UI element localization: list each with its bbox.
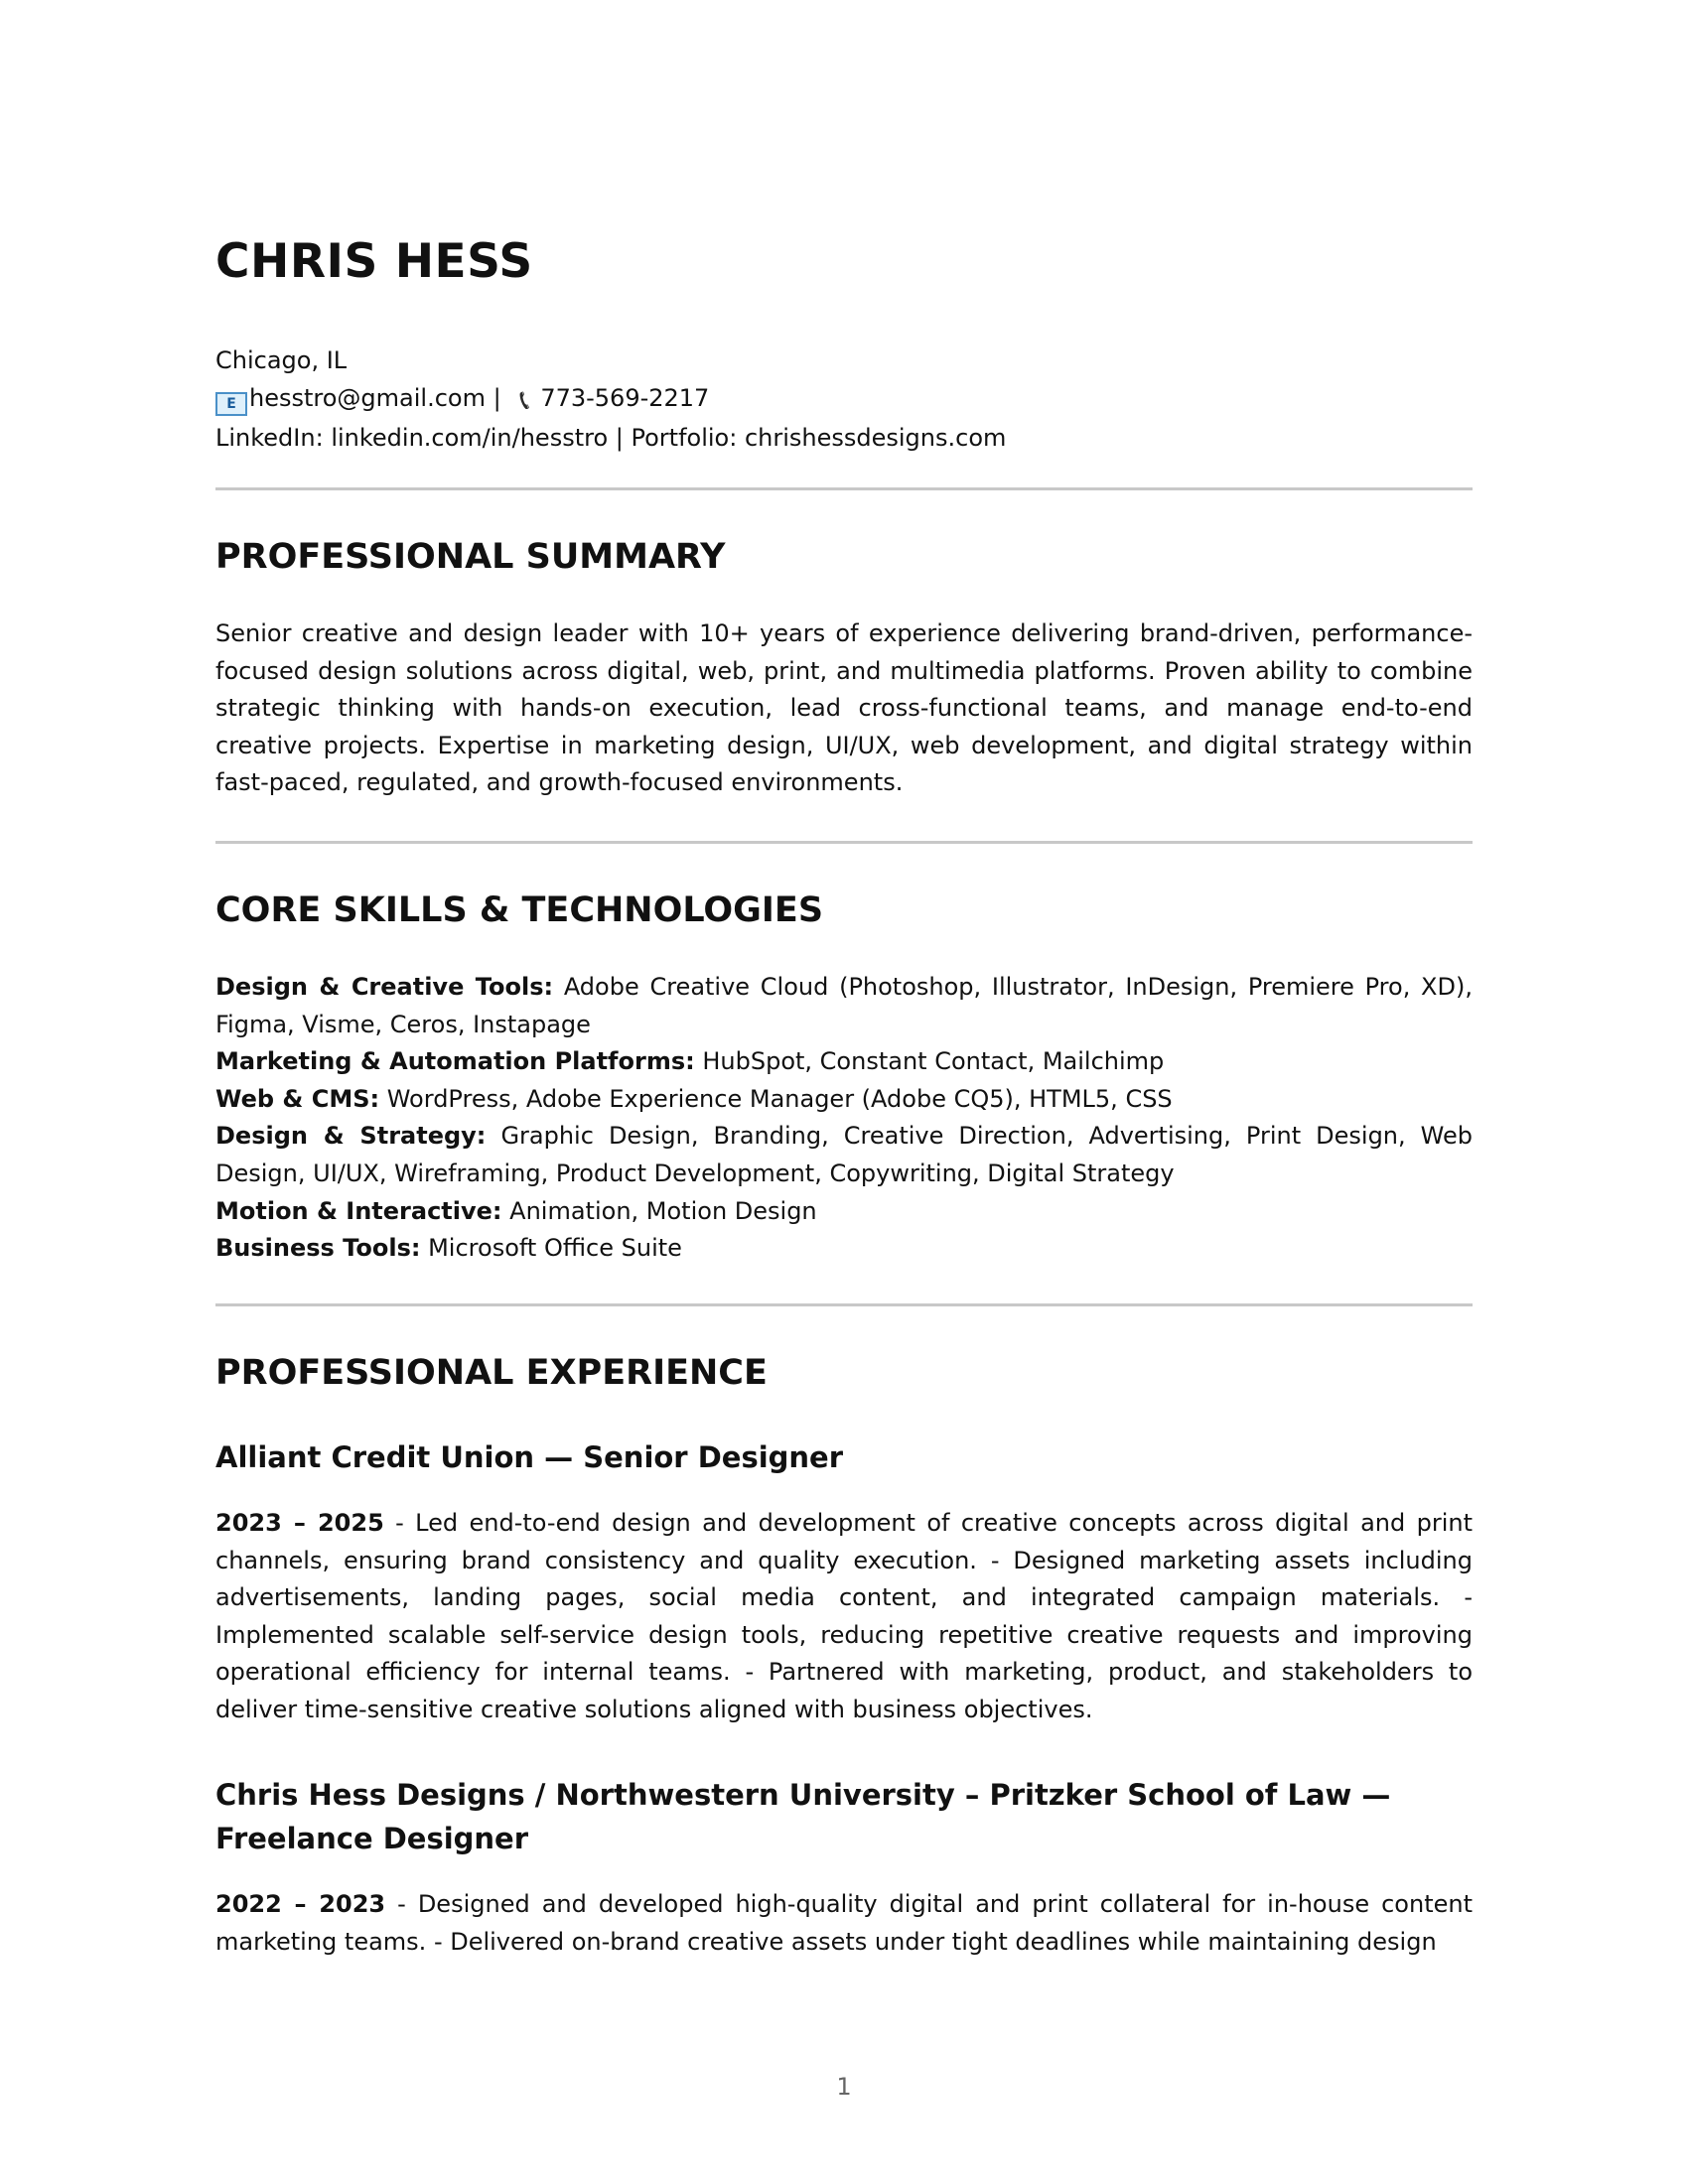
skill-row	[215, 969, 1473, 1043]
section-title-summary: PROFESSIONAL SUMMARY	[215, 537, 726, 577]
skill-value: Graphic Design, Branding, Creative Direction, Advertising, Print Design, Web Design, UI/UX, Wireframing, Product Development, Copywriting, Digital Strategy	[215, 1122, 1473, 1187]
contact-separator: |	[485, 384, 509, 412]
skill-row	[215, 1193, 1473, 1231]
skill-value: WordPress, Adobe Experience Manager (Adobe CQ5), HTML5, CSS	[386, 1084, 1173, 1113]
summary-text: Senior creative and design leader with 10+ years of experience delivering brand-driven, performance-focused design solutions across digital, web, print, and multimedia platforms. Proven ability to combine strategic thinking with hands-on execution, lead cross-functional teams, and manage end-to-end creative projects. Expertise in marketing design, UI/UX, web development, and digital strategy within fast-paced, regulated, and growth-focused environments.	[215, 619, 1473, 797]
skill-label: Marketing & Automation Platforms:	[215, 1047, 695, 1076]
email-link[interactable]: hesstro@gmail.com	[249, 384, 486, 412]
skill-row	[215, 1081, 1473, 1119]
job-dates: 2022 – 2023	[215, 1890, 386, 1918]
job-details: - Designed and developed high-quality digital and print collateral for in-house content marketing teams. - Delivered on-brand creative assets under tight deadlines while maintaining design	[215, 1890, 1473, 1956]
divider	[215, 1303, 1473, 1306]
skill-value: Adobe Creative Cloud (Photoshop, Illustrator, InDesign, Premiere Pro, XD), Figma, Visme, Ceros, Instapage	[215, 973, 1473, 1038]
skill-row	[215, 1230, 1473, 1268]
skill-label: Design & Creative Tools:	[215, 973, 554, 1001]
portfolio-link[interactable]: chrishessdesigns.com	[744, 424, 1007, 452]
linkedin-link[interactable]: linkedin.com/in/hesstro	[331, 424, 609, 452]
skill-value: HubSpot, Constant Contact, Mailchimp	[702, 1047, 1165, 1076]
skill-label: Motion & Interactive:	[215, 1196, 502, 1225]
links-line	[215, 419, 1006, 457]
page-number: 1	[836, 2073, 852, 2101]
job-title: Alliant Credit Union — Senior Designer	[215, 1440, 844, 1474]
divider	[215, 487, 1473, 490]
section-title-experience: PROFESSIONAL EXPERIENCE	[215, 1353, 768, 1393]
job-description	[215, 1505, 1473, 1729]
job-dates: 2023 – 2025	[215, 1509, 384, 1537]
skill-label: Design & Strategy:	[215, 1122, 487, 1151]
linkedin-label: LinkedIn:	[215, 424, 324, 452]
location-line	[215, 341, 1006, 379]
email-icon: E	[215, 392, 247, 416]
section-title-skills: CORE SKILLS & TECHNOLOGIES	[215, 890, 824, 930]
email-phone-line	[215, 379, 1006, 419]
job-description	[215, 1886, 1473, 1961]
phone-icon: 📞︎	[519, 383, 530, 416]
skill-label: Business Tools:	[215, 1234, 421, 1263]
skill-value: Microsoft Office Suite	[428, 1234, 682, 1263]
portfolio-label: Portfolio:	[631, 424, 738, 452]
skill-value: Animation, Motion Design	[509, 1196, 817, 1225]
phone-number[interactable]: 773-569-2217	[540, 384, 710, 412]
job-title: Chris Hess Designs / Northwestern University – Pritzker School of Law — Freelance Designer	[215, 1778, 1391, 1855]
contact-block	[215, 341, 1006, 457]
candidate-name: CHRIS HESS	[215, 234, 533, 289]
links-separator: |	[608, 424, 632, 452]
skill-row	[215, 1043, 1473, 1081]
skills-list	[215, 969, 1473, 1268]
divider	[215, 841, 1473, 844]
skill-label: Web & CMS:	[215, 1084, 380, 1113]
skill-row	[215, 1118, 1473, 1192]
job-details: - Led end-to-end design and development of creative concepts across digital and print channels, ensuring brand consistency and quality execution. - Designed marketing assets including advertisements, landing pages, social media content, and integrated campaign materials. - Implemented scalable self-service design tools, reducing repetitive creative requests and improving operational efficiency for internal teams. - Partnered with marketing, product, and stakeholders to deliver time-sensitive creative solutions aligned with business objectives.	[215, 1509, 1473, 1723]
location: Chicago, IL	[215, 346, 348, 374]
